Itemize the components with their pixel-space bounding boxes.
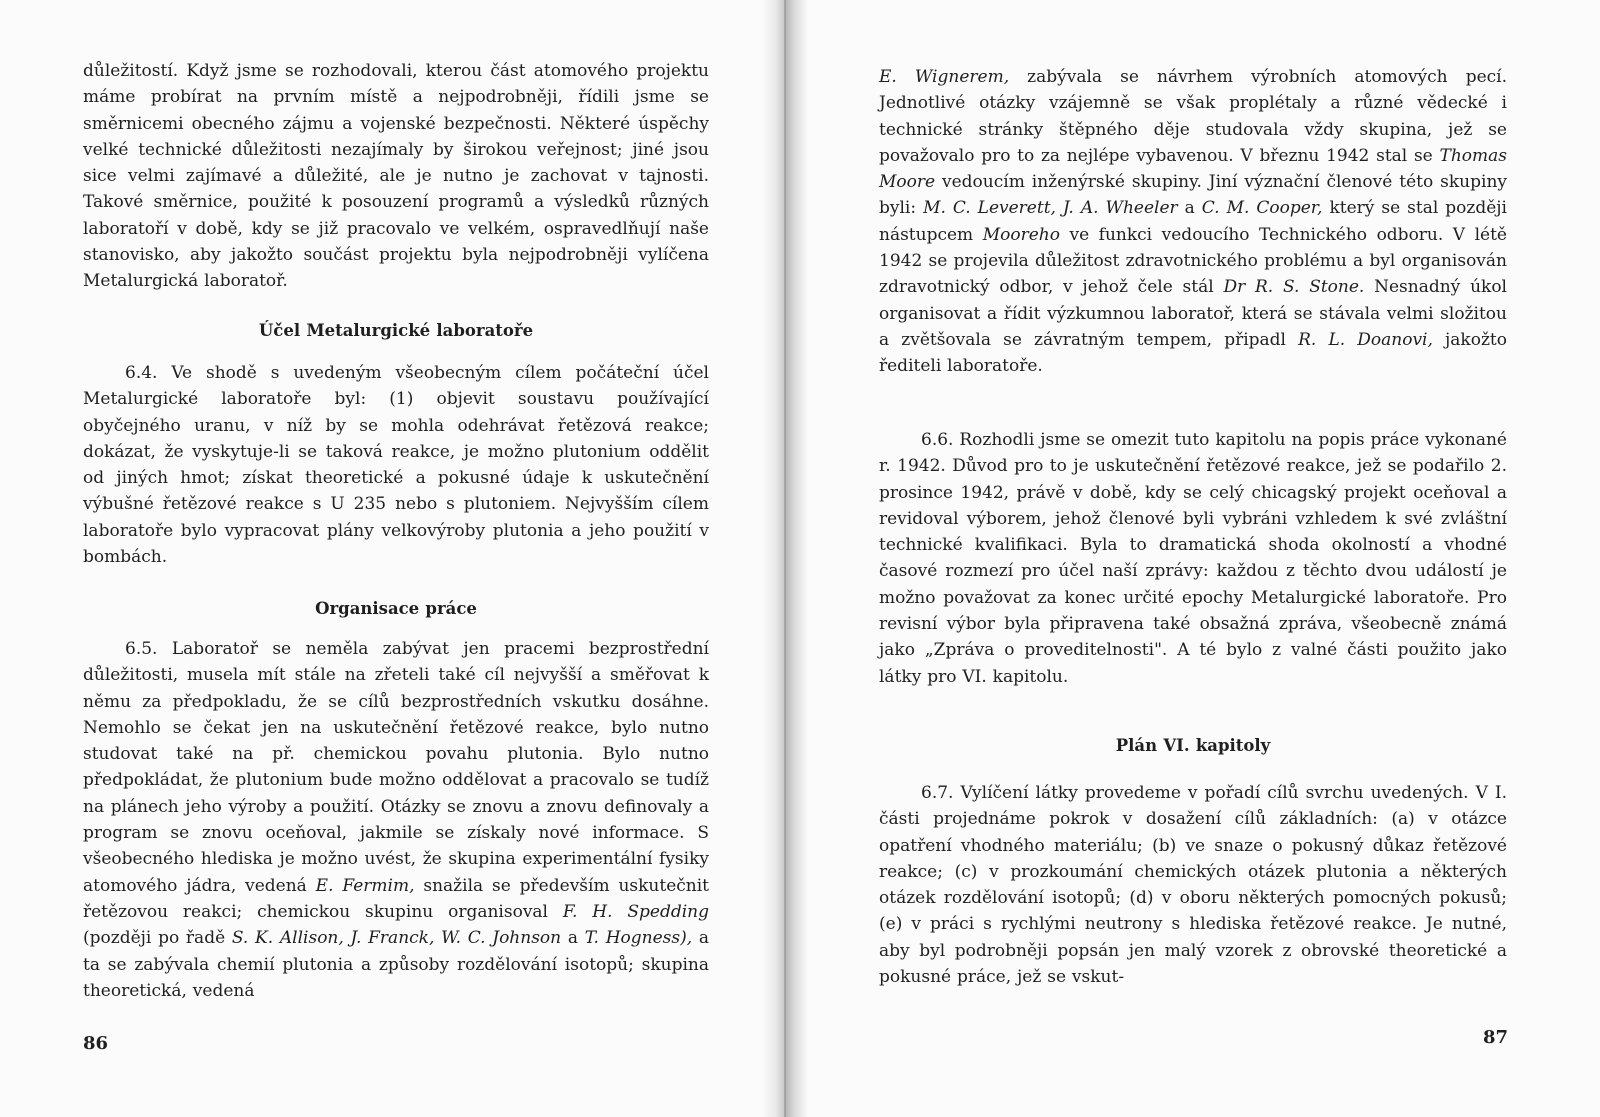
left-paragraph-3 bbox=[83, 636, 709, 1004]
left-para-3-part-a: 6.5. Laboratoř se neměla zabývat jen pracemi bezprostřední důležitosti, musela mít stále na zřeteli také cíl nejvyšší a směřovat k němu za předpokladu, že se cílů bezprostředních vskutku dosáhne. Nemohlo se čekat jen na uskutečnění řetězové reakce, bylo nutno studovat také na př. chemickou povahu plutonia. Bylo nutno předpokládat, že plutonium bude možno oddělovat a pracovalo se tudíž na plánech jeho výroby a použití. Otázky se znovu a znovu definovaly a program se znovu oceňoval, jakmile se získaly nové informace. S všeobecného hlediska je možno uvést, že skupina experimentální fysiky atomového jádra, vedená bbox=[83, 639, 709, 896]
right-paragraph-2 bbox=[879, 427, 1507, 690]
left-paragraph-1 bbox=[83, 58, 709, 295]
person-name-spedding: F. H. Spedding bbox=[562, 901, 709, 922]
person-name-mooreho: Mooreho bbox=[982, 224, 1060, 245]
left-para-3-part-d: a bbox=[561, 928, 585, 949]
left-para-1-text: důležitostí. Když jsme se rozhodovali, kterou část atomového projektu máme probírat na prvním místě a nejpodrobněji, řídili jsme se směrnicemi obecného zájmu a vojenské bezpečnosti. Některé úspěchy velké technické důležitosti nezajímaly by širokou veřejnost; jiné jsou sice velmi zajímavé a důležité, ale je nutno je zachovat v tajnosti. Takové směrnice, použité k posouzení programů a výsledků různých laboratoří v době, kdy se již pracovalo ve velkém, ospravedlňují naše stanovisko, aby jakožto součást projektu byla nejpodrobněji vylíčena Metalurgická laboratoř. bbox=[83, 61, 709, 292]
person-name-hogness: T. Hogness), bbox=[584, 928, 693, 949]
right-para-1-text bbox=[879, 64, 1507, 380]
right-para-1-part-g: jakožto řediteli laboratoře. bbox=[879, 329, 1507, 377]
gutter-crease bbox=[784, 0, 786, 1117]
right-heading-1: Plán VI. kapitoly bbox=[1115, 736, 1271, 755]
right-paragraph-3 bbox=[879, 780, 1507, 990]
right-para-1-part-e: ve funkci vedoucího Technického odboru. V létě 1942 se projevila důležitost zdravotnického problému a byl organisován zdravotnický odbor, v jehož čele stál bbox=[879, 224, 1507, 298]
left-heading-1-block bbox=[83, 318, 709, 344]
right-para-2-text: 6.6. Rozhodli jsme se omezit tuto kapitolu na popis práce vykonané r. 1942. Důvod pro to je uskutečnění řetězové reakce, jež se podařilo 2. prosince 1942, právě v době, kdy se celý chicagský projekt oceňoval a revidoval výborem, jehož členové byli vybráni vzhledem k své zvláštní technické kvalifikaci. Byla to dramatická shoda okolností a vhodné časové rozmezí pro účel naší zprávy: každou z těchto dvou událostí je možno považovat za konec určité epochy Metalurgické laboratoře. Pro revisní výbor byla připravena také obsažná zpráva, všeobecně známá jako „Zpráva o proveditelnosti". A té bylo z valné části použito jako látky pro VI. kapitolu. bbox=[879, 430, 1507, 687]
right-para-1-part-f: Nesnadný úkol organisovat a řídit výzkumnou laboratoř, která se stávala velmi složitou a zvětšovala se závratným tempem, připadl bbox=[879, 277, 1507, 350]
person-name-fermi: E. Fermim, bbox=[315, 875, 415, 896]
person-name-cooper: C. M. Cooper, bbox=[1201, 198, 1323, 219]
right-page-number: 87 bbox=[1483, 1027, 1509, 1048]
person-name-wigner: E. Wignerem, bbox=[879, 67, 1010, 87]
right-para-3-text: 6.7. Vylíčení látky provedeme v pořadí cílů svrchu uvedených. V I. části projednáme pokrok v dosažení cílů základních: (a) v otázce opatření vhodného materiálu; (b) ve snaze o pokusný důkaz řetězové reakce; (c) v prozkoumání chemických otázek plutonia a některých otázek rozdělování isotopů; (d) v oboru některých pomocných pokusů; (e) v práci s rychlými neutrony s hlediska řetězové reakce. Je nutné, aby byl podrobněji popsán jen malý vzorek z obrovské theoretické a pokusné práce, jež se vskut- bbox=[879, 783, 1507, 988]
left-page-number: 86 bbox=[83, 1033, 109, 1054]
left-paragraph-2 bbox=[83, 360, 709, 570]
left-heading-1: Účel Metalurgické laboratoře bbox=[258, 321, 534, 340]
left-page bbox=[0, 0, 770, 1117]
left-heading-2-block bbox=[83, 596, 709, 622]
person-name-stone: Dr R. S. Stone. bbox=[1223, 277, 1365, 298]
left-para-2-text: 6.4. Ve shodě s uvedeným všeobecným cílem počáteční účel Metalurgické laboratoře byl: (1) objevit soustavu používající obyčejného uranu, v níž by se mohla odehrávat řetězová reakce; dokázat, že vyskytuje-li se taková reakce, je možno plutonium oddělit od jiných hmot; získat theoretické a pokusné údaje k uskutečnění výbušné řetězové reakce s U 235 nebo s plutoniem. Nejvyšším cílem laboratoře bylo vypracovat plány velkovýroby plutonia a jeho použití v bombách. bbox=[83, 363, 709, 568]
right-para-1-part-a: zabývala se návrhem výrobních atomových pecí. Jednotlivé otázky vzájemně se však proplétaly a různé vědecké i technické stránky štěpného děje studovala vždy skupina, jež se považovalo pro to za nejlépe vybavenou. V březnu 1942 stal se bbox=[879, 67, 1508, 166]
left-para-3-part-e: a ta se zabývala chemií plutonia a způsoby rozdělování isotopů; skupina theoretická, vedená bbox=[83, 928, 710, 1001]
person-name-moore: Thomas Moore bbox=[879, 145, 1507, 193]
right-page bbox=[800, 0, 1600, 1117]
right-paragraph-1 bbox=[879, 64, 1507, 380]
right-para-1-part-c: a bbox=[1177, 198, 1202, 219]
person-names-allison-franck-johnson: S. K. Allison, J. Franck, W. C. Johnson bbox=[231, 928, 562, 949]
person-names-leverett-wheeler: M. C. Leverett, J. A. Wheeler bbox=[923, 198, 1178, 219]
right-para-1-part-b: vedoucím inženýrské skupiny. Jiní význační členové této skupiny byli: bbox=[879, 172, 1507, 219]
right-heading-1-block bbox=[879, 733, 1507, 759]
left-para-3-text bbox=[83, 636, 709, 1004]
left-heading-2: Organisace práce bbox=[315, 599, 477, 618]
left-para-3-part-c: (později po řadě bbox=[83, 928, 232, 949]
left-para-3-part-b: snažila se především uskutečnit řetězovou reakci; chemickou skupinu organisoval bbox=[83, 875, 709, 922]
person-name-doan: R. L. Doanovi, bbox=[1298, 329, 1433, 350]
right-para-1-part-d: který se stal později nástupcem bbox=[879, 198, 1507, 245]
